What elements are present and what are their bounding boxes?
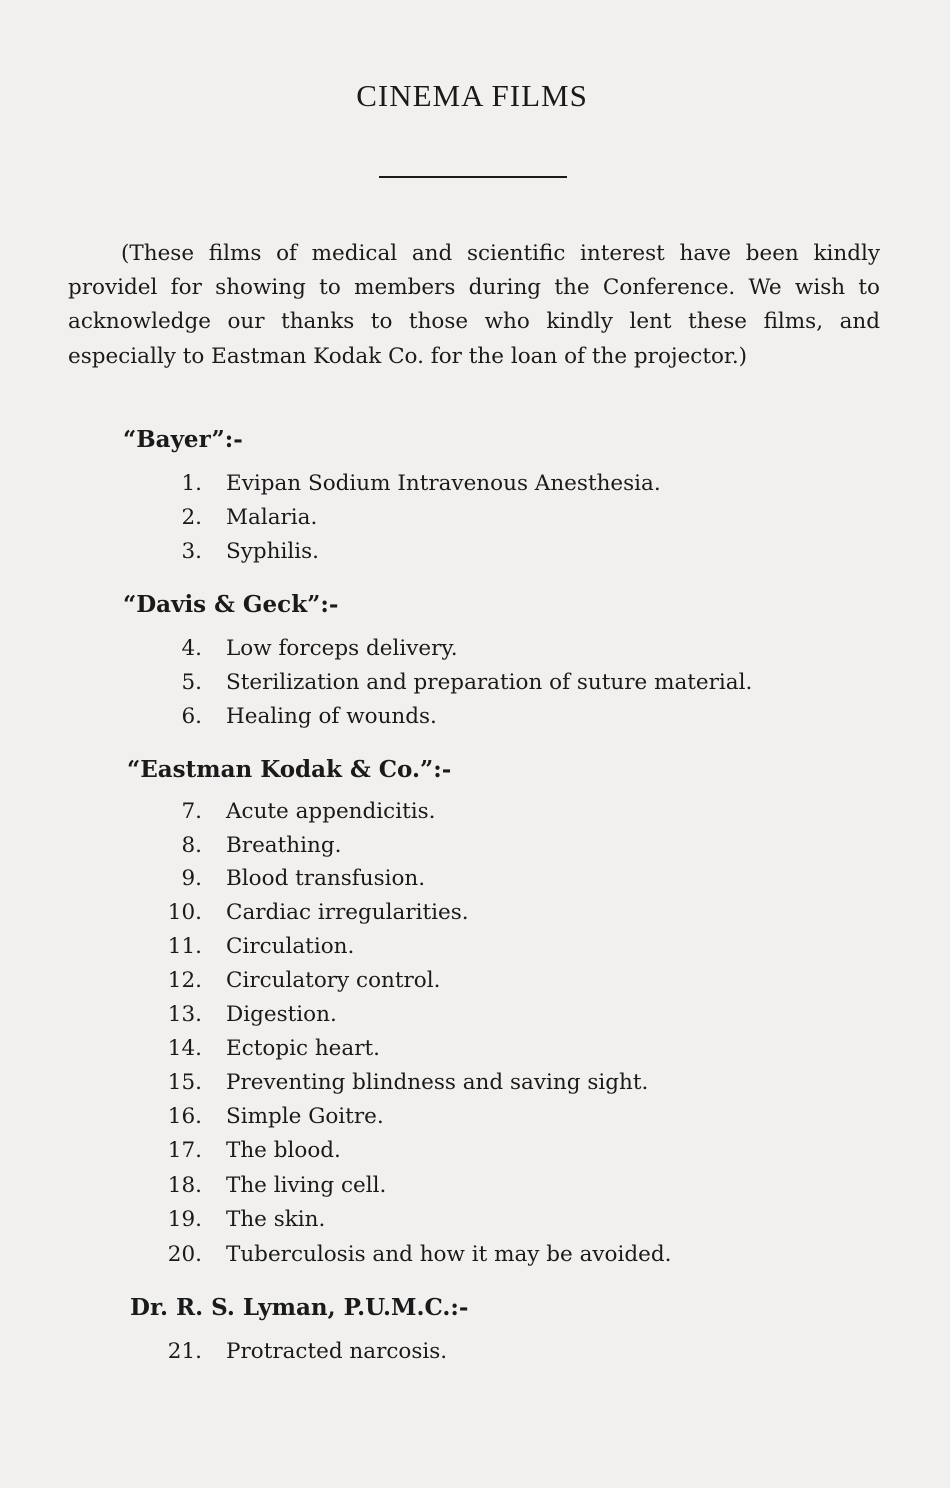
item-number: 10. xyxy=(167,900,202,925)
item-number: 12. xyxy=(167,968,202,993)
item-title: Circulatory control. xyxy=(226,968,441,993)
list-item xyxy=(166,1242,671,1274)
list-item xyxy=(166,799,435,831)
list-item xyxy=(166,1138,341,1170)
item-title: Protracted narcosis. xyxy=(226,1339,448,1364)
list-item xyxy=(172,670,752,702)
group-heading-davis-geck: “Davis & Geck”:- xyxy=(123,591,339,618)
page-title: CINEMA FILMS xyxy=(356,78,588,113)
list-item xyxy=(166,1207,325,1239)
list-item xyxy=(166,900,469,932)
list-item xyxy=(166,1036,380,1068)
intro-paragraph: (These films of medical and scientific interest have been kindly providel for showing to members during the Conference. We wish to acknowledge our thanks to those who kindly lent these films, and especially to Eastman Kodak Co. for the loan of the projector.) xyxy=(68,241,880,369)
item-number: 21. xyxy=(167,1339,202,1364)
item-title: Digestion. xyxy=(226,1002,337,1027)
item-number: 8. xyxy=(181,833,202,858)
item-title: Simple Goitre. xyxy=(226,1104,384,1129)
list-item xyxy=(166,1104,384,1136)
list-item xyxy=(166,866,425,898)
item-number: 3. xyxy=(181,539,202,564)
item-title: Preventing blindness and saving sight. xyxy=(226,1070,649,1095)
list-item xyxy=(172,539,319,571)
list-item xyxy=(172,704,437,736)
item-title: Cardiac irregularities. xyxy=(226,900,469,925)
list-item xyxy=(166,1070,648,1102)
item-title: Blood transfusion. xyxy=(226,866,426,891)
list-item xyxy=(166,968,440,1000)
item-number: 6. xyxy=(181,704,202,729)
item-number: 5. xyxy=(181,670,202,695)
item-number: 18. xyxy=(167,1173,202,1198)
item-title: Evipan Sodium Intravenous Anesthesia. xyxy=(226,471,661,496)
item-number: 9. xyxy=(181,866,202,891)
item-number: 20. xyxy=(167,1242,202,1267)
group-heading-bayer: “Bayer”:- xyxy=(123,426,243,453)
list-item xyxy=(166,1173,386,1205)
item-number: 7. xyxy=(181,799,202,824)
item-number: 14. xyxy=(167,1036,202,1061)
item-number: 1. xyxy=(181,471,202,496)
item-title: Breathing. xyxy=(226,833,342,858)
group-heading-lyman: Dr. R. S. Lyman, P.U.M.C.:- xyxy=(130,1294,469,1321)
item-title: Circulation. xyxy=(226,934,355,959)
item-number: 16. xyxy=(167,1104,202,1129)
list-item xyxy=(166,934,354,966)
item-title: The blood. xyxy=(226,1138,341,1163)
item-title: Tuberculosis and how it may be avoided. xyxy=(226,1242,672,1267)
item-title: Acute appendicitis. xyxy=(226,799,436,824)
item-number: 11. xyxy=(167,934,202,959)
list-item xyxy=(166,1339,447,1371)
item-number: 15. xyxy=(167,1070,202,1095)
title-rule xyxy=(379,176,567,178)
list-item xyxy=(172,471,661,503)
list-item xyxy=(172,636,458,668)
item-title: Malaria. xyxy=(226,505,318,530)
item-number: 17. xyxy=(167,1138,202,1163)
item-title: Low forceps delivery. xyxy=(226,636,458,661)
item-title: The living cell. xyxy=(226,1173,387,1198)
list-item xyxy=(172,505,317,537)
item-number: 19. xyxy=(167,1207,202,1232)
item-title: Sterilization and preparation of suture material. xyxy=(226,670,753,695)
group-heading-eastman-kodak: “Eastman Kodak & Co.”:- xyxy=(127,756,452,783)
item-number: 4. xyxy=(181,636,202,661)
item-number: 2. xyxy=(181,505,202,530)
item-number: 13. xyxy=(167,1002,202,1027)
item-title: Healing of wounds. xyxy=(226,704,437,729)
list-item xyxy=(166,833,341,865)
item-title: Ectopic heart. xyxy=(226,1036,380,1061)
item-title: The skin. xyxy=(226,1207,326,1232)
list-item xyxy=(166,1002,337,1034)
item-title: Syphilis. xyxy=(226,539,319,564)
